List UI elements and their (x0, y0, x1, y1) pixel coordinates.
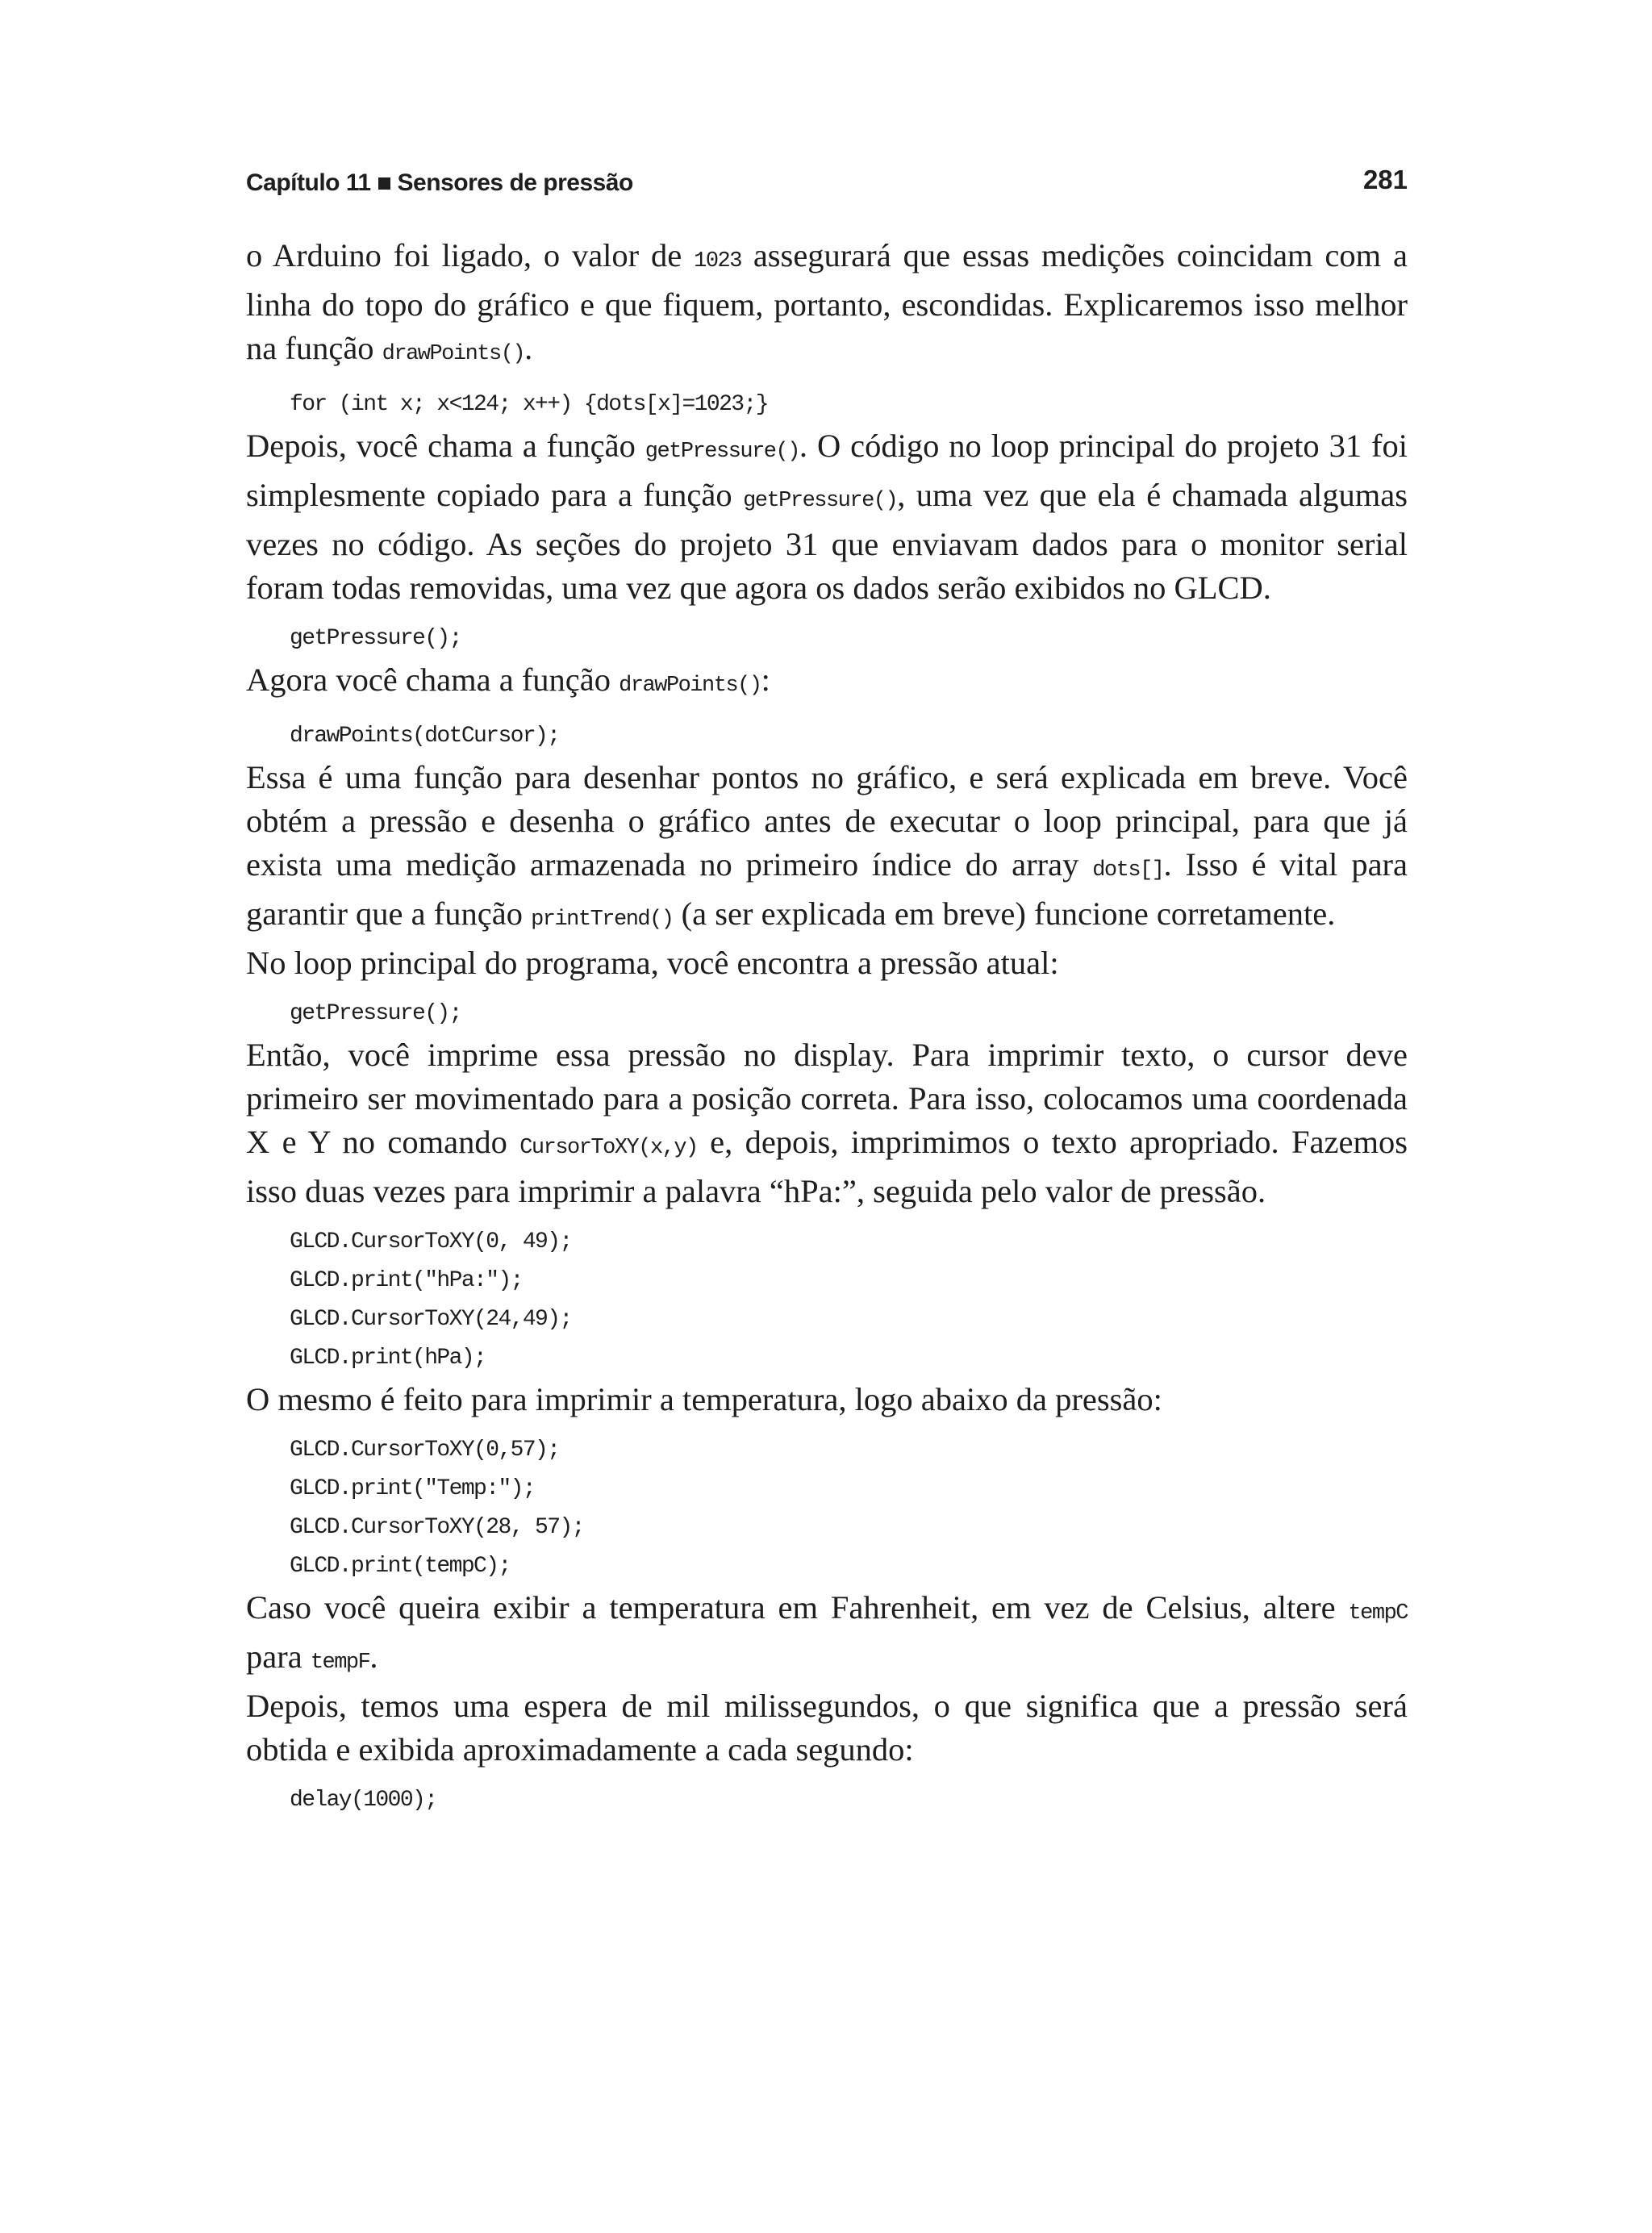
paragraph-text: Depois, temos uma espera de mil milissegundos, o que significa que a pressão será obtida e exibida aproximadamente a cada segundo: (246, 1688, 1408, 1768)
inline-code: getPressure() (645, 440, 799, 464)
page-number: 281 (1362, 165, 1408, 194)
code-line: for (int x; x<124; x++) {dots[x]=1023;} (290, 392, 768, 417)
inline-code: drawPoints() (619, 674, 761, 698)
code-line: GLCD.print(hPa); (290, 1346, 486, 1371)
paragraph-text: Então, você imprime essa pressão no display. Para imprimir texto, o cursor deve primeiro ser movimentado para a posição correta. Para isso, colocamos uma coordenada X e Y no comando (246, 1037, 1408, 1160)
code-block (290, 386, 1408, 424)
code-block (290, 717, 1408, 756)
code-line: getPressure(); (290, 1001, 461, 1026)
paragraph-text: Depois, você chama a função (246, 428, 645, 464)
paragraph (246, 424, 1408, 610)
code-block (290, 1223, 1408, 1378)
paragraph (246, 1586, 1408, 1684)
paragraph-text: Essa é uma função para desenhar pontos no gráfico, e será explicada em breve. Você obtém a pressão e desenha o gráfico antes de executar o loop principal, para que já exista uma medição armazenada no primeiro índice do array (246, 759, 1408, 883)
page-header (246, 165, 1408, 203)
square-bullet-icon (378, 177, 390, 190)
code-block (290, 995, 1408, 1033)
code-line: GLCD.CursorToXY(24,49); (290, 1307, 572, 1332)
paragraph (246, 756, 1408, 941)
paragraph (246, 1033, 1408, 1213)
paragraph-text: . Isso é vital para garantir que a função (246, 846, 1408, 932)
code-line: GLCD.CursorToXY(0,57); (290, 1438, 560, 1463)
paragraph-text: e, depois, imprimimos o texto apropriado. Fazemos isso duas vezes para imprimir a palavra “hPa:”, seguida pelo valor de pressão. (246, 1124, 1408, 1209)
code-line: GLCD.print("Temp:"); (290, 1476, 536, 1501)
paragraph (246, 941, 1408, 985)
chapter-label: Capítulo 11 (246, 169, 371, 196)
inline-code: printTrend() (531, 908, 674, 932)
page-body (246, 234, 1408, 1820)
code-block (290, 1431, 1408, 1586)
code-line: GLCD.print("hPa:"); (290, 1268, 523, 1293)
paragraph-text: . (369, 1638, 378, 1675)
inline-code: dots[] (1092, 858, 1164, 883)
paragraph (246, 658, 1408, 707)
paragraph-text: O mesmo é feito para imprimir a temperatura, logo abaixo da pressão: (246, 1381, 1162, 1417)
inline-code: CursorToXY(x,y) (519, 1136, 698, 1160)
inline-code: 1023 (694, 249, 741, 273)
inline-code: tempF (310, 1651, 370, 1675)
paragraph-text: o Arduino foi ligado, o valor de (246, 237, 695, 273)
inline-code: getPressure() (743, 489, 898, 513)
paragraph-text: , uma vez que ela é chamada algumas vezes no código. As seções do projeto 31 que enviavam dados para o monitor serial foram todas removidas, uma vez que agora os dados serão exibidos no GLCD. (246, 477, 1408, 606)
paragraph-text: Caso você queira exibir a temperatura em Fahrenheit, em vez de Celsius, altere (246, 1589, 1349, 1626)
paragraph-text: (a ser explicada em breve) funcione corretamente. (673, 895, 1336, 932)
paragraph (246, 1378, 1408, 1421)
paragraph-text: assegurará que essas medições coincidam com a linha do topo do gráfico e que fiquem, portanto, escondidas. Explicaremos isso melhor na função (246, 237, 1408, 366)
code-block (290, 1781, 1408, 1820)
code-line: getPressure(); (290, 626, 461, 651)
section-title: Sensores de pressão (397, 169, 633, 196)
paragraph-text: No loop principal do programa, você encontra a pressão atual: (246, 945, 1059, 981)
code-block (290, 620, 1408, 658)
paragraph (246, 1684, 1408, 1772)
running-head (246, 169, 633, 197)
code-line: drawPoints(dotCursor); (290, 724, 560, 749)
code-line: GLCD.print(tempC); (290, 1554, 511, 1579)
paragraph-text: : (761, 662, 770, 698)
paragraph (246, 234, 1408, 376)
paragraph-text: . (524, 330, 533, 366)
code-line: GLCD.CursorToXY(0, 49); (290, 1229, 572, 1254)
inline-code: tempC (1348, 1601, 1408, 1626)
inline-code: drawPoints() (382, 342, 525, 366)
paragraph-text: Agora você chama a função (246, 662, 620, 698)
paragraph-text: para (246, 1638, 311, 1675)
code-line: delay(1000); (290, 1788, 437, 1813)
code-line: GLCD.CursorToXY(28, 57); (290, 1515, 584, 1540)
paragraph-text: . O código no loop principal do projeto 31 foi simplesmente copiado para a função (246, 428, 1408, 513)
